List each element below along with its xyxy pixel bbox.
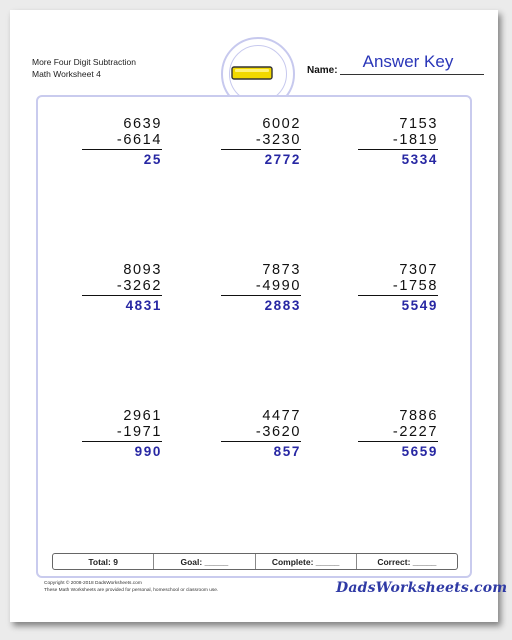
minuend: 7886: [399, 408, 438, 424]
copyright-line-1: Copyright © 2008-2018 DadsWorksheets.com: [44, 581, 142, 586]
answer-rule: [82, 441, 162, 442]
correct-cell[interactable]: Correct: _____: [377, 556, 437, 567]
answer: 5334: [401, 152, 438, 167]
minuend: 7153: [399, 116, 438, 132]
answer-rule: [358, 149, 438, 150]
copyright-notice: [44, 581, 218, 594]
subtrahend: -1758: [392, 278, 438, 294]
gold-bar-icon: [231, 66, 273, 80]
answer-rule: [221, 149, 301, 150]
answer: 5659: [401, 444, 438, 459]
answer-key-label: Answer Key: [362, 52, 454, 71]
minuend: 7873: [262, 262, 301, 278]
problem-6: [358, 262, 438, 314]
problem-9: [358, 408, 438, 460]
problem-3: [358, 116, 438, 168]
problem-4: [82, 262, 162, 314]
minuend: 8093: [123, 262, 162, 278]
worksheet-title: [32, 56, 136, 80]
goal-cell[interactable]: Goal: _____: [154, 554, 255, 569]
minuend: 4477: [262, 408, 301, 424]
answer: 4831: [125, 298, 162, 313]
minuend: 6639: [123, 116, 162, 132]
answer: 857: [273, 444, 301, 459]
answer: 990: [134, 444, 162, 459]
problem-5: [221, 262, 301, 314]
subtrahend: -1971: [116, 424, 162, 440]
answer: 25: [143, 152, 162, 167]
minuend: 2961: [123, 408, 162, 424]
name-label: Name:: [307, 65, 338, 76]
subtrahend: -1819: [392, 132, 438, 148]
subtrahend: -4990: [255, 278, 301, 294]
subtrahend: -6614: [116, 132, 162, 148]
answer-rule: [221, 295, 301, 296]
answer-rule: [358, 441, 438, 442]
answer: 5549: [401, 298, 438, 313]
subtrahend: -3262: [116, 278, 162, 294]
problem-8: [221, 408, 301, 460]
subtrahend: -3230: [255, 132, 301, 148]
answer-rule: [82, 295, 162, 296]
copyright-line-2: These Math Worksheets are provided for personal, homeschool or classroom use.: [44, 587, 219, 593]
title-line-1: More Four Digit Subtraction: [32, 57, 136, 67]
title-line-2: Math Worksheet 4: [32, 69, 101, 79]
score-summary-row: [52, 553, 458, 570]
name-field-line[interactable]: [340, 74, 484, 75]
minuend: 7307: [399, 262, 438, 278]
answer-rule: [358, 295, 438, 296]
answer-rule: [221, 441, 301, 442]
problem-2: [221, 116, 301, 168]
complete-cell[interactable]: Complete: _____: [256, 554, 357, 569]
answer: 2772: [264, 152, 301, 167]
answer: 2883: [264, 298, 301, 313]
subtrahend: -3620: [255, 424, 301, 440]
subtrahend: -2227: [392, 424, 438, 440]
answer-rule: [82, 149, 162, 150]
problem-7: [82, 408, 162, 460]
total-cell: Total: 9: [53, 554, 154, 569]
problem-1: [82, 116, 162, 168]
minuend: 6002: [262, 116, 301, 132]
dadsworksheets-logo[interactable]: DadsWorksheets.com: [336, 580, 508, 596]
